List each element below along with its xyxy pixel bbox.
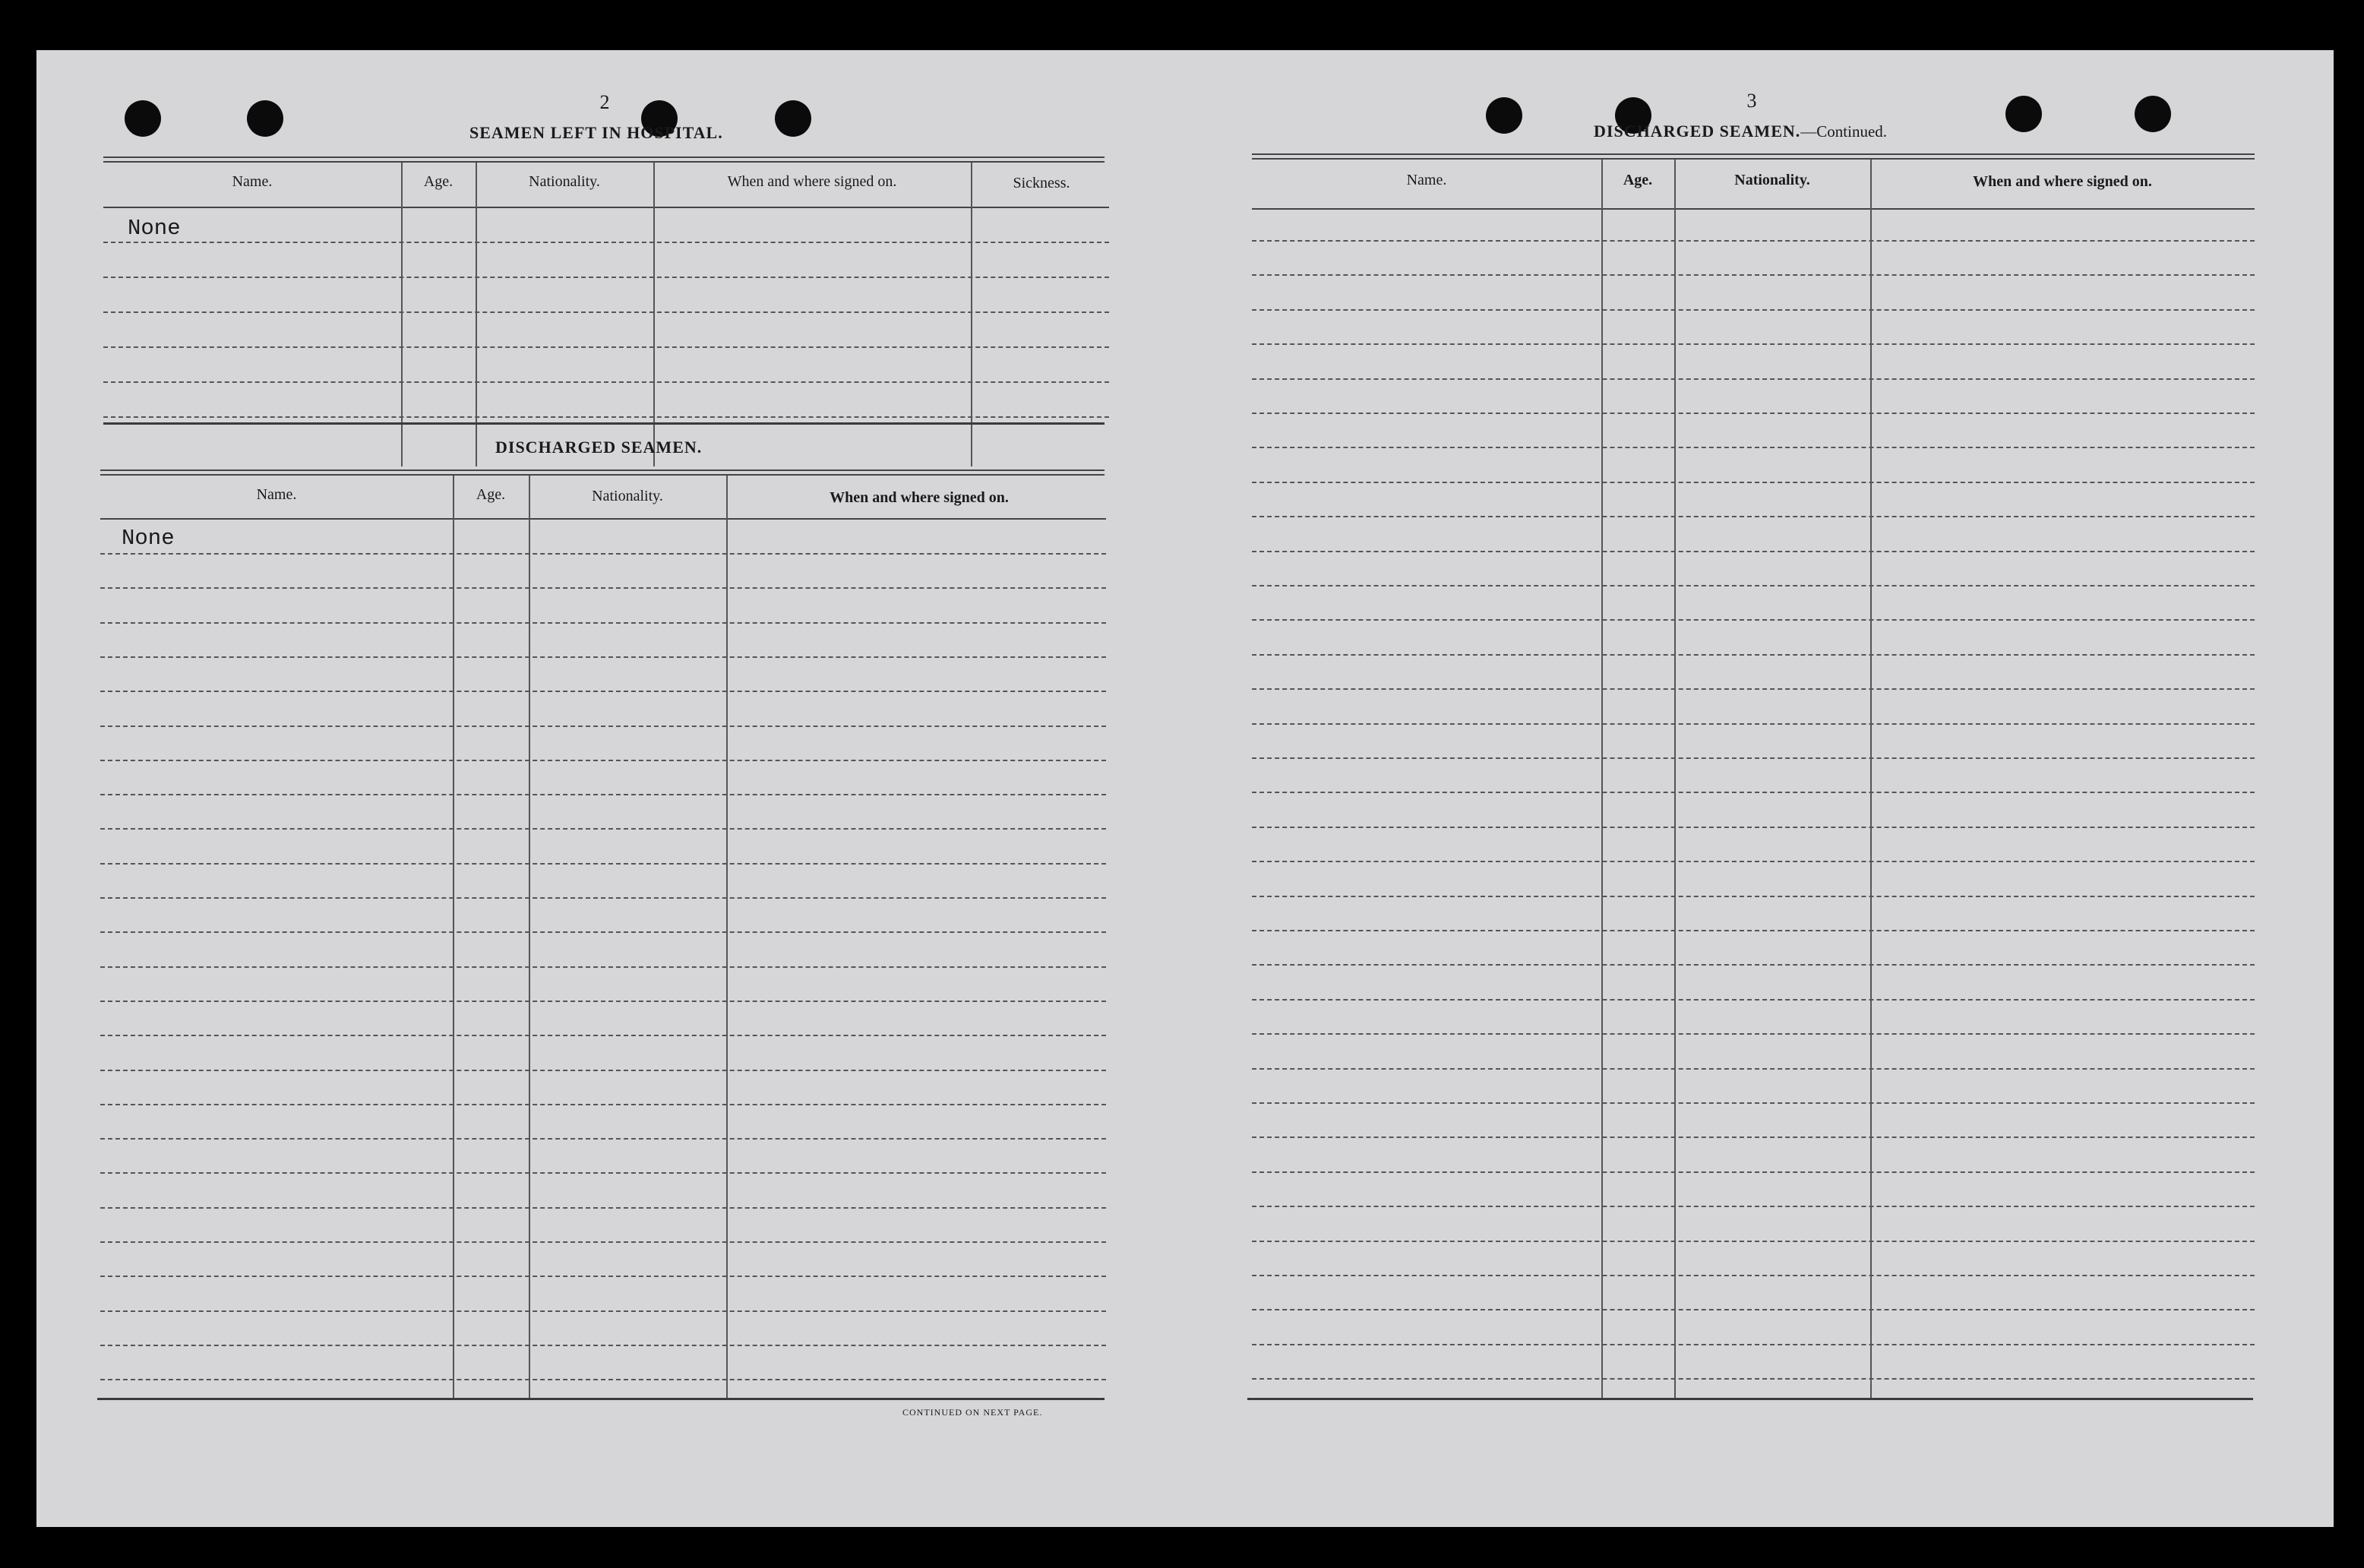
column-header-name: Name. bbox=[232, 173, 273, 190]
column-header-nationality: Nationality. bbox=[1734, 172, 1810, 188]
entry-line bbox=[100, 1070, 1106, 1071]
rule bbox=[103, 422, 1105, 425]
rule bbox=[100, 474, 1105, 476]
discharged-entry-name: None bbox=[122, 526, 175, 551]
entry-line bbox=[100, 931, 1106, 933]
hospital-section-title: SEAMEN LEFT IN HOSPITAL. bbox=[469, 123, 723, 142]
entry-line bbox=[100, 794, 1106, 795]
column-divider bbox=[476, 163, 477, 466]
column-header-signed-on: When and where signed on. bbox=[830, 489, 1009, 506]
column-divider bbox=[726, 476, 728, 1398]
column-divider bbox=[1601, 160, 1603, 1398]
entry-line bbox=[1252, 1309, 2255, 1310]
entry-line bbox=[1252, 274, 2255, 276]
column-divider bbox=[1674, 160, 1676, 1398]
discharged-section-title: DISCHARGED SEAMEN. bbox=[495, 438, 703, 457]
entry-line bbox=[100, 760, 1106, 761]
hospital-entry-name: None bbox=[128, 216, 181, 241]
entry-line bbox=[1252, 1378, 2255, 1380]
entry-line bbox=[1252, 654, 2255, 656]
column-header-signed-on: When and where signed on. bbox=[1973, 173, 2152, 190]
punch-hole bbox=[2005, 96, 2042, 132]
entry-line bbox=[1252, 413, 2255, 414]
rule bbox=[1247, 1398, 2253, 1400]
punch-hole bbox=[247, 100, 283, 137]
entry-line bbox=[100, 1104, 1106, 1105]
entry-line bbox=[100, 656, 1106, 658]
entry-line bbox=[1252, 1033, 2255, 1035]
entry-line bbox=[1252, 896, 2255, 897]
entry-line bbox=[100, 1379, 1106, 1380]
ledger-spread bbox=[36, 50, 2334, 1527]
entry-line bbox=[103, 381, 1109, 383]
column-header-age: Age. bbox=[476, 486, 506, 503]
entry-line bbox=[100, 1345, 1106, 1346]
entry-line bbox=[103, 277, 1109, 278]
entry-line bbox=[100, 828, 1106, 830]
punch-hole bbox=[2135, 96, 2171, 132]
column-header-signed-on: When and where signed on. bbox=[727, 173, 897, 190]
entry-line bbox=[1252, 343, 2255, 345]
entry-line bbox=[1252, 964, 2255, 966]
column-header-name: Name. bbox=[1406, 172, 1447, 188]
page-number: 2 bbox=[599, 91, 610, 113]
punch-hole bbox=[775, 100, 811, 137]
entry-line bbox=[103, 416, 1109, 418]
rule bbox=[100, 469, 1105, 471]
entry-line bbox=[1252, 757, 2255, 759]
entry-line bbox=[1252, 309, 2255, 311]
entry-line bbox=[1252, 1136, 2255, 1138]
column-header-age: Age. bbox=[1623, 172, 1653, 188]
entry-line bbox=[100, 966, 1106, 968]
entry-line bbox=[100, 1001, 1106, 1002]
column-divider bbox=[453, 476, 454, 1398]
entry-line bbox=[100, 691, 1106, 692]
rule bbox=[103, 161, 1105, 163]
entry-line bbox=[1252, 516, 2255, 517]
entry-line bbox=[100, 622, 1106, 624]
entry-line bbox=[1252, 1344, 2255, 1345]
entry-line bbox=[100, 587, 1106, 589]
column-divider bbox=[529, 476, 530, 1398]
entry-line bbox=[1252, 378, 2255, 380]
continued-note: CONTINUED ON NEXT PAGE. bbox=[902, 1407, 1043, 1418]
column-divider bbox=[653, 163, 655, 466]
entry-line bbox=[1252, 792, 2255, 793]
entry-line bbox=[1252, 827, 2255, 828]
entry-line bbox=[100, 1035, 1106, 1036]
rule bbox=[103, 207, 1109, 208]
entry-line bbox=[1252, 999, 2255, 1001]
column-header-sickness: Sickness. bbox=[1013, 175, 1070, 191]
entry-line bbox=[1252, 1275, 2255, 1276]
rule bbox=[1252, 158, 2255, 160]
entry-line bbox=[1252, 1102, 2255, 1104]
entry-line bbox=[1252, 482, 2255, 483]
entry-line bbox=[103, 311, 1109, 313]
entry-line bbox=[100, 863, 1106, 865]
discharged-continued-title bbox=[1594, 122, 1887, 141]
entry-line bbox=[100, 1310, 1106, 1312]
title-text: DISCHARGED SEAMEN. bbox=[1594, 122, 1801, 141]
column-divider bbox=[401, 163, 403, 466]
entry-line bbox=[100, 1207, 1106, 1209]
entry-line bbox=[1252, 688, 2255, 690]
entry-line bbox=[100, 1172, 1106, 1174]
entry-line bbox=[100, 1138, 1106, 1140]
entry-line bbox=[1252, 723, 2255, 725]
column-header-age: Age. bbox=[423, 173, 454, 190]
entry-line bbox=[1252, 1171, 2255, 1173]
entry-line bbox=[100, 897, 1106, 899]
entry-line bbox=[1252, 619, 2255, 621]
entry-line bbox=[1252, 551, 2255, 552]
entry-line bbox=[100, 553, 1106, 555]
entry-line bbox=[1252, 861, 2255, 862]
entry-line bbox=[1252, 1241, 2255, 1242]
entry-line bbox=[100, 1276, 1106, 1277]
entry-line bbox=[1252, 447, 2255, 448]
column-divider bbox=[971, 163, 972, 466]
entry-line bbox=[103, 346, 1109, 348]
rule bbox=[100, 518, 1106, 520]
column-header-nationality: Nationality. bbox=[529, 173, 600, 190]
rule bbox=[1252, 153, 2255, 155]
entry-line bbox=[1252, 930, 2255, 931]
column-header-nationality: Nationality. bbox=[592, 488, 663, 504]
title-suffix: —Continued. bbox=[1800, 122, 1888, 141]
rule bbox=[1252, 208, 2255, 210]
entry-line bbox=[100, 726, 1106, 727]
column-divider bbox=[1870, 160, 1872, 1398]
entry-line bbox=[1252, 240, 2255, 242]
rule bbox=[103, 156, 1105, 158]
page-number: 3 bbox=[1746, 90, 1757, 112]
entry-line bbox=[1252, 1206, 2255, 1207]
rule bbox=[97, 1398, 1105, 1400]
entry-line bbox=[1252, 1068, 2255, 1070]
entry-line bbox=[1252, 585, 2255, 586]
entry-line bbox=[100, 1241, 1106, 1243]
punch-hole bbox=[1486, 97, 1522, 134]
column-header-name: Name. bbox=[256, 486, 297, 503]
entry-line bbox=[103, 242, 1109, 243]
punch-hole bbox=[125, 100, 161, 137]
